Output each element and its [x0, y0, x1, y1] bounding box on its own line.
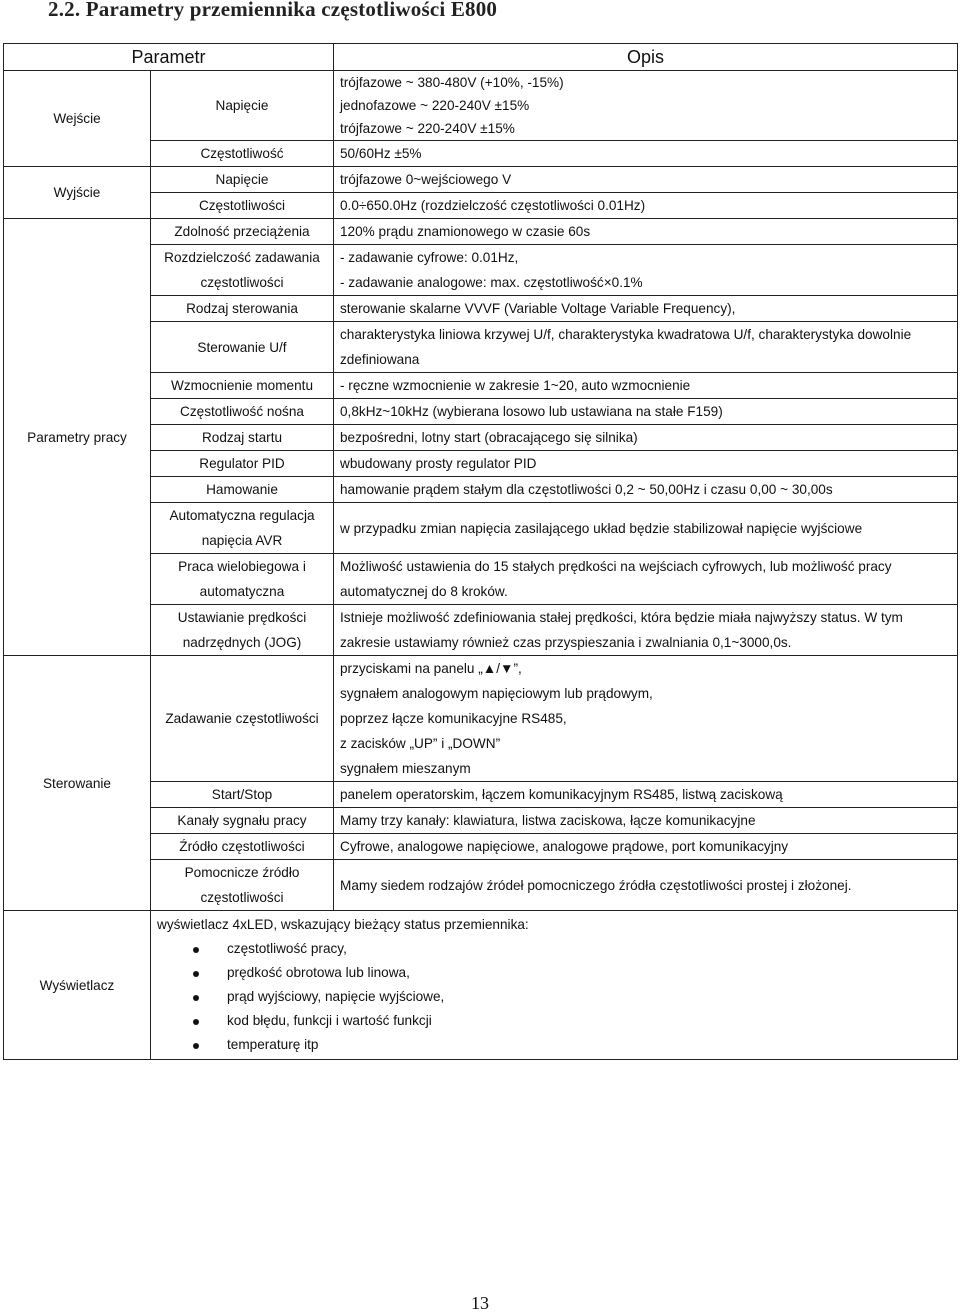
desc-cell — [334, 71, 958, 141]
desc-cell: Możliwość ustawienia do 15 stałych prędkości na wejściach cyfrowych, lub możliwość pracy automatycznej do 8 kroków. — [334, 554, 958, 605]
desc-cell: 120% prądu znamionowego w czasie 60s — [334, 219, 958, 245]
param-cell: Hamowanie — [151, 477, 334, 503]
category-wejscie: Wejście — [4, 71, 151, 167]
display-cell — [151, 911, 958, 1060]
table-header-row — [4, 44, 958, 71]
desc-cell: w przypadku zmian napięcia zasilającego układ będzie stabilizował napięcie wyjściowe — [334, 503, 958, 554]
list-item: częstotliwość pracy, — [157, 937, 951, 961]
param-cell: Ustawianie prędkości nadrzędnych (JOG) — [151, 605, 334, 656]
param-cell: Zdolność przeciążenia — [151, 219, 334, 245]
desc-cell — [334, 656, 958, 782]
table-row — [4, 71, 958, 141]
param-cell: Rodzaj startu — [151, 425, 334, 451]
desc-line: przyciskami na panelu „▲/▼”, — [340, 661, 522, 676]
desc-line: sygnałem analogowym napięciowym lub prądowym, — [340, 686, 653, 701]
table-row — [4, 656, 958, 782]
desc-cell: hamowanie prądem stałym dla częstotliwości 0,2 ~ 50,00Hz i czasu 0,00 ~ 30,00s — [334, 477, 958, 503]
desc-line: sygnałem mieszanym — [340, 761, 471, 776]
table-row — [4, 167, 958, 193]
section-heading: 2.2. Parametry przemiennika częstotliwości E800 — [48, 0, 498, 21]
desc-line: trójfazowe ~ 220-240V ±15% — [340, 121, 515, 136]
param-cell: Automatyczna regulacja napięcia AVR — [151, 503, 334, 554]
desc-cell: 50/60Hz ±5% — [334, 141, 958, 167]
desc-line: poprzez łącze komunikacyjne RS485, — [340, 711, 567, 726]
desc-cell: bezpośredni, lotny start (obracającego się silnika) — [334, 425, 958, 451]
param-cell: Rozdzielczość zadawania częstotliwości — [151, 245, 334, 296]
param-cell: Start/Stop — [151, 782, 334, 808]
param-cell: Źródło częstotliwości — [151, 834, 334, 860]
list-item: temperaturę itp — [157, 1033, 951, 1057]
desc-cell: Cyfrowe, analogowe napięciowe, analogowe prądowe, port komunikacyjny — [334, 834, 958, 860]
header-opis: Opis — [334, 44, 958, 71]
header-parametr: Parametr — [4, 44, 334, 71]
desc-cell: - zadawanie cyfrowe: 0.01Hz, - zadawanie analogowe: max. częstotliwość×0.1% — [334, 245, 958, 296]
param-cell: Napięcie — [151, 167, 334, 193]
desc-cell: sterowanie skalarne VVVF (Variable Voltage Variable Frequency), — [334, 296, 958, 322]
param-cell: Rodzaj sterowania — [151, 296, 334, 322]
desc-cell: Istnieje możliwość zdefiniowania stałej prędkości, która będzie miała najwyższy status. W tym zakresie ustawiamy również czas przyspieszania i zwalniania 0,1~3000,0s. — [334, 605, 958, 656]
param-cell: Częstotliwości — [151, 193, 334, 219]
desc-cell: trójfazowe 0~wejściowego V — [334, 167, 958, 193]
param-cell: Napięcie — [151, 71, 334, 141]
desc-line: trójfazowe ~ 380-480V (+10%, -15%) — [340, 75, 564, 90]
category-wyjscie: Wyjście — [4, 167, 151, 219]
param-cell: Zadawanie częstotliwości — [151, 656, 334, 782]
desc-cell: 0.0÷650.0Hz (rozdzielczość częstotliwości 0.01Hz) — [334, 193, 958, 219]
table-row — [4, 911, 958, 1060]
param-cell: Częstotliwość — [151, 141, 334, 167]
desc-cell: 0,8kHz~10kHz (wybierana losowo lub ustawiana na stałe F159) — [334, 399, 958, 425]
list-item: prąd wyjściowy, napięcie wyjściowe, — [157, 985, 951, 1009]
param-cell: Pomocnicze źródło częstotliwości — [151, 860, 334, 911]
desc-cell: Mamy trzy kanały: klawiatura, listwa zaciskowa, łącze komunikacyjne — [334, 808, 958, 834]
param-cell: Praca wielobiegowa i automatyczna — [151, 554, 334, 605]
list-item: kod błędu, funkcji i wartość funkcji — [157, 1009, 951, 1033]
desc-line: z zacisków „UP” i „DOWN” — [340, 736, 501, 751]
desc-cell: - ręczne wzmocnienie w zakresie 1~20, auto wzmocnienie — [334, 373, 958, 399]
category-wyswietlacz: Wyświetlacz — [4, 911, 151, 1060]
display-intro: wyświetlacz 4xLED, wskazujący bieżący status przemiennika: — [157, 917, 529, 932]
category-parametry-pracy: Parametry pracy — [4, 219, 151, 656]
desc-cell: panelem operatorskim, łączem komunikacyjnym RS485, listwą zaciskową — [334, 782, 958, 808]
desc-line: jednofazowe ~ 220-240V ±15% — [340, 98, 530, 113]
desc-cell: wbudowany prosty regulator PID — [334, 451, 958, 477]
parameters-table — [3, 43, 958, 1060]
category-sterowanie: Sterowanie — [4, 656, 151, 911]
display-list — [157, 937, 951, 1057]
param-cell: Częstotliwość nośna — [151, 399, 334, 425]
param-cell: Wzmocnienie momentu — [151, 373, 334, 399]
param-cell: Kanały sygnału pracy — [151, 808, 334, 834]
desc-cell: charakterystyka liniowa krzywej U/f, charakterystyka kwadratowa U/f, charakterystyka dowolnie zdefiniowana — [334, 322, 958, 373]
list-item: prędkość obrotowa lub linowa, — [157, 961, 951, 985]
table-row — [4, 219, 958, 245]
param-cell: Sterowanie U/f — [151, 322, 334, 373]
desc-cell: Mamy siedem rodzajów źródeł pomocniczego źródła częstotliwości prostej i złożonej. — [334, 860, 958, 911]
page-number: 13 — [471, 1293, 489, 1313]
param-cell: Regulator PID — [151, 451, 334, 477]
